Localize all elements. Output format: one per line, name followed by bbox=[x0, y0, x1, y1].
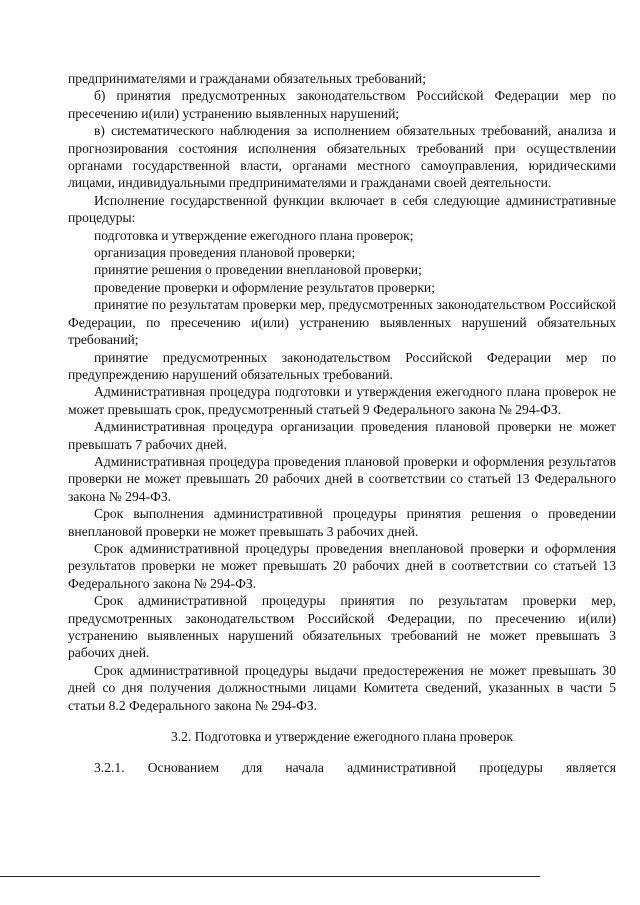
paragraph-item-b: б) принятия предусмотренных законодательством Российской Федерации мер по пресечению и(или) устранению выявленных нарушений; bbox=[68, 88, 616, 121]
procedure-list-item: подготовка и утверждение ежегодного плана проверок; bbox=[94, 227, 414, 243]
procedure-list-item: принятие решения о проведении внеплановой проверки; bbox=[94, 262, 422, 278]
paragraph-item-v: в) систематического наблюдения за исполнением обязательных требований, анализа и прогнозирования состояния исполнения обязательных требований при осуществлении органами государственной власти, органами местного самоуправления, юридическими лицами, индивидуальными предпринимателями и гражданами своей деятельности. bbox=[68, 123, 616, 191]
paragraph-term: Административная процедура подготовки и утверждения ежегодного плана проверок не может превышать срок, предусмотренный статьей 9 Федерального закона № 294-ФЗ. bbox=[68, 384, 616, 417]
bottom-rule-divider bbox=[0, 876, 540, 877]
paragraph-term: Срок административной процедуры проведения внеплановой проверки и оформления результатов проверки не может превышать 20 рабочих дней в соответствии со статьей 13 Федерального закона № 294-ФЗ. bbox=[68, 540, 616, 591]
paragraph-term: Административная процедура организации проведения плановой проверки не может превышать 7 рабочих дней. bbox=[68, 419, 616, 452]
paragraph-term: Срок выполнения административной процедуры принятия решения о проведении внеплановой проверки не может превышать 3 рабочих дней. bbox=[68, 506, 616, 539]
paragraph-term: Срок административной процедуры выдачи предостережения не может превышать 30 дней со дня получения должностными лицами Комитета сведений, указанных в части 5 статьи 8.2 Федерального закона № 294-ФЗ. bbox=[68, 662, 616, 713]
paragraph-term: Срок административной процедуры принятия по результатам проверки мер, предусмотренных законодательством Российской Федерации, по пресечению и(или) устранению выявленных нарушений обязательных требований не может превышать 3 рабочих дней. bbox=[68, 593, 616, 661]
paragraph-procedures-intro: Исполнение государственной функции включает в себя следующие административные процедуры: bbox=[68, 192, 616, 226]
procedure-list-item: организация проведения плановой проверки; bbox=[94, 245, 356, 261]
document-page bbox=[68, 70, 616, 777]
paragraph-3-2-1: 3.2.1. Основанием для начала административной процедуры является bbox=[94, 760, 616, 776]
procedure-list-item: проведение проверки и оформление результатов проверки; bbox=[94, 279, 435, 295]
section-heading: 3.2. Подготовка и утверждение ежегодного плана проверок bbox=[170, 729, 514, 745]
procedure-list-item: принятие по результатам проверки мер, предусмотренных законодательством Российской Федерации, по пресечению и(или) устранению выявленных нарушений обязательных требований; bbox=[68, 297, 616, 348]
paragraph-term: Административная процедура проведения плановой проверки и оформления результатов проверки не может превышать 20 рабочих дней в соответствии со статьей 13 Федерального закона № 294-ФЗ. bbox=[68, 453, 616, 504]
procedure-list-item: принятие предусмотренных законодательством Российской Федерации мер по предупреждению нарушений обязательных требований. bbox=[68, 349, 616, 382]
paragraph-continuation: предпринимателями и гражданами обязательных требований; bbox=[68, 71, 426, 86]
